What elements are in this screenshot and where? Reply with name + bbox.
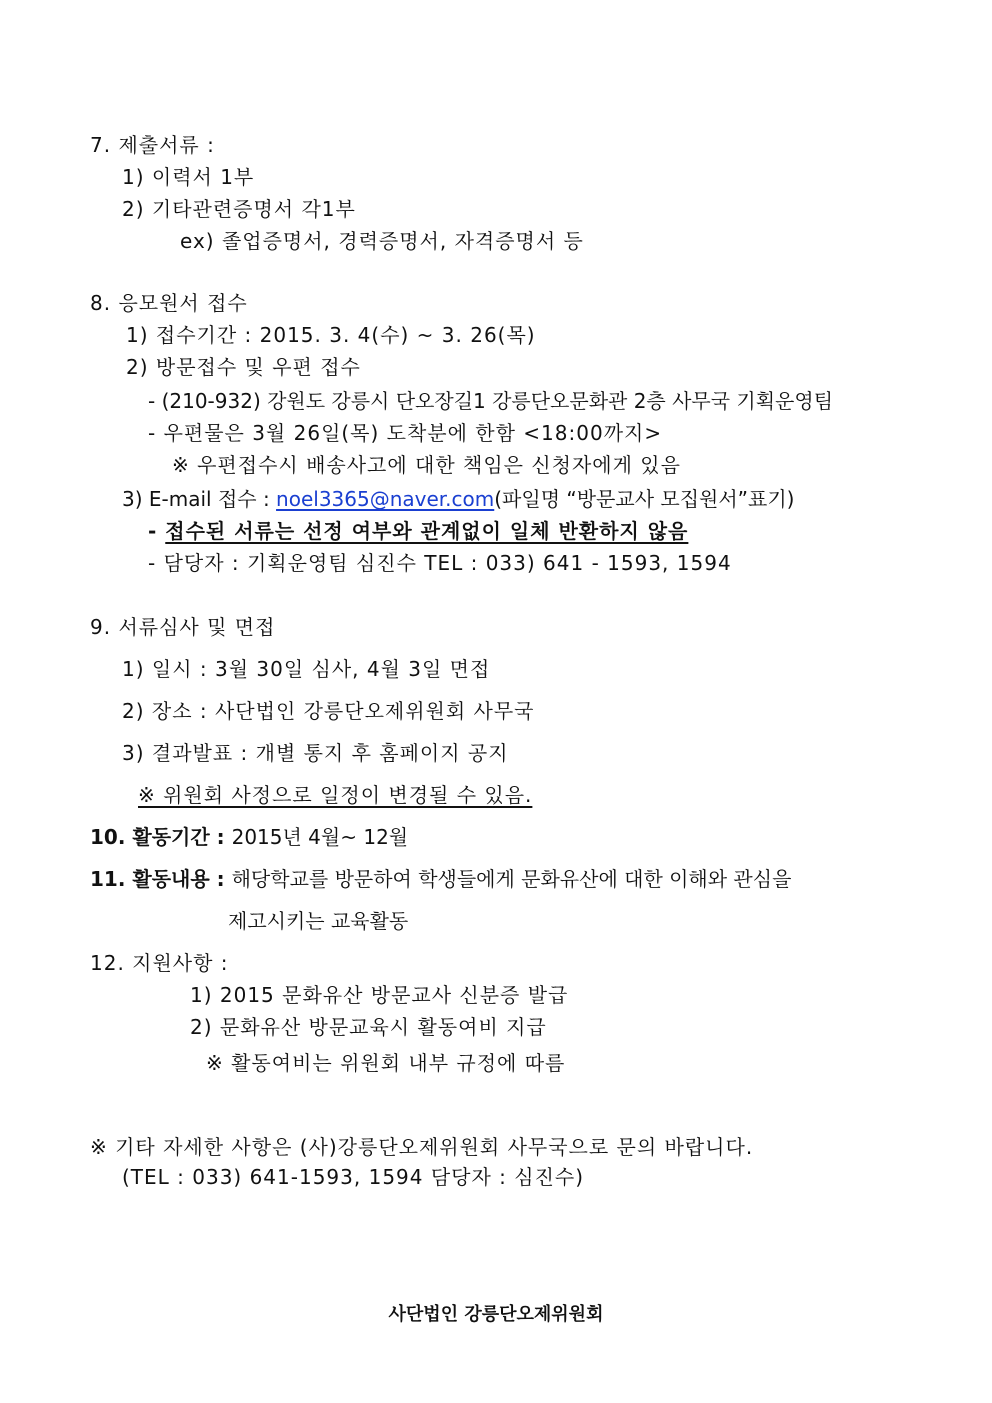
section-11-value-1: 해당학교를 방문하여 학생들에게 문화유산에 대한 이해와 관심을 — [231, 867, 792, 891]
section-12-title: 12. 지원사항 : — [90, 951, 229, 975]
section-8-note: ※ 우편접수시 배송사고에 대한 책임은 신청자에게 있음 — [172, 453, 681, 477]
section-7-example: ex) 졸업증명서, 경력증명서, 자격증명서 등 — [180, 229, 584, 253]
section-10-label: 10. 활동기간 : — [90, 825, 232, 849]
email-link[interactable]: noel3365@naver.com — [276, 487, 495, 511]
section-7-item-1: 1) 이력서 1부 — [122, 165, 255, 189]
section-8-item-2: 2) 방문접수 및 우편 접수 — [126, 355, 361, 379]
section-9-item-1: 1) 일시 : 3월 30일 심사, 4월 3일 면접 — [122, 657, 491, 681]
section-12-note: ※ 활동여비는 위원회 내부 규정에 따름 — [206, 1051, 566, 1075]
section-8-email-line — [122, 486, 794, 512]
section-9-item-3: 3) 결과발표 : 개별 통지 후 홈페이지 공지 — [122, 741, 509, 765]
section-8-title: 8. 응모원서 접수 — [90, 291, 248, 315]
section-10-line — [90, 824, 408, 850]
email-suffix: (파일명 “방문교사 모집원서”표기) — [494, 487, 795, 511]
footer-organization: 사단법인 강릉단오제위원회 — [388, 1304, 604, 1325]
section-8-contact: - 담당자 : 기획운영팀 심진수 TEL : 033) 641 - 1593, 1594 — [148, 551, 732, 575]
contact-line-2: (TEL : 033) 641-1593, 1594 담당자 : 심진수) — [122, 1165, 585, 1189]
section-7-title: 7. 제출서류 : — [90, 133, 215, 157]
section-12-item-2: 2) 문화유산 방문교육시 활동여비 지급 — [190, 1015, 547, 1039]
section-9-title: 9. 서류심사 및 면접 — [90, 615, 276, 639]
section-8-item-1: 1) 접수기간 : 2015. 3. 4(수) ~ 3. 26(목) — [126, 323, 536, 347]
section-11-value-2: 제고시키는 교육활동 — [228, 909, 409, 933]
section-9-item-2: 2) 장소 : 사단법인 강릉단오제위원회 사무국 — [122, 699, 535, 723]
section-8-mail-deadline: - 우편물은 3월 26일(목) 도착분에 한함 <18:00까지> — [148, 421, 663, 445]
section-12-item-1: 1) 2015 문화유산 방문교사 신분증 발급 — [190, 983, 569, 1007]
section-11-label: 11. 활동내용 : — [90, 867, 232, 891]
section-8-return-line — [148, 518, 688, 544]
section-11-line — [90, 866, 791, 892]
email-prefix: 3) E-mail 접수 : — [122, 487, 277, 511]
return-dash: - — [148, 519, 166, 543]
return-notice: 접수된 서류는 선정 여부와 관계없이 일체 반환하지 않음 — [165, 519, 689, 543]
section-8-address: - (210-932) 강원도 강릉시 단오장길1 강릉단오문화관 2층 사무국 기획운영팀 — [148, 389, 834, 413]
section-9-note: ※ 위원회 사정으로 일정이 변경될 수 있음. — [138, 783, 533, 807]
section-10-value: 2015년 4월~ 12월 — [231, 825, 409, 849]
contact-line-1: ※ 기타 자세한 사항은 (사)강릉단오제위원회 사무국으로 문의 바랍니다. — [90, 1135, 754, 1159]
section-7-item-2: 2) 기타관련증명서 각1부 — [122, 197, 356, 221]
